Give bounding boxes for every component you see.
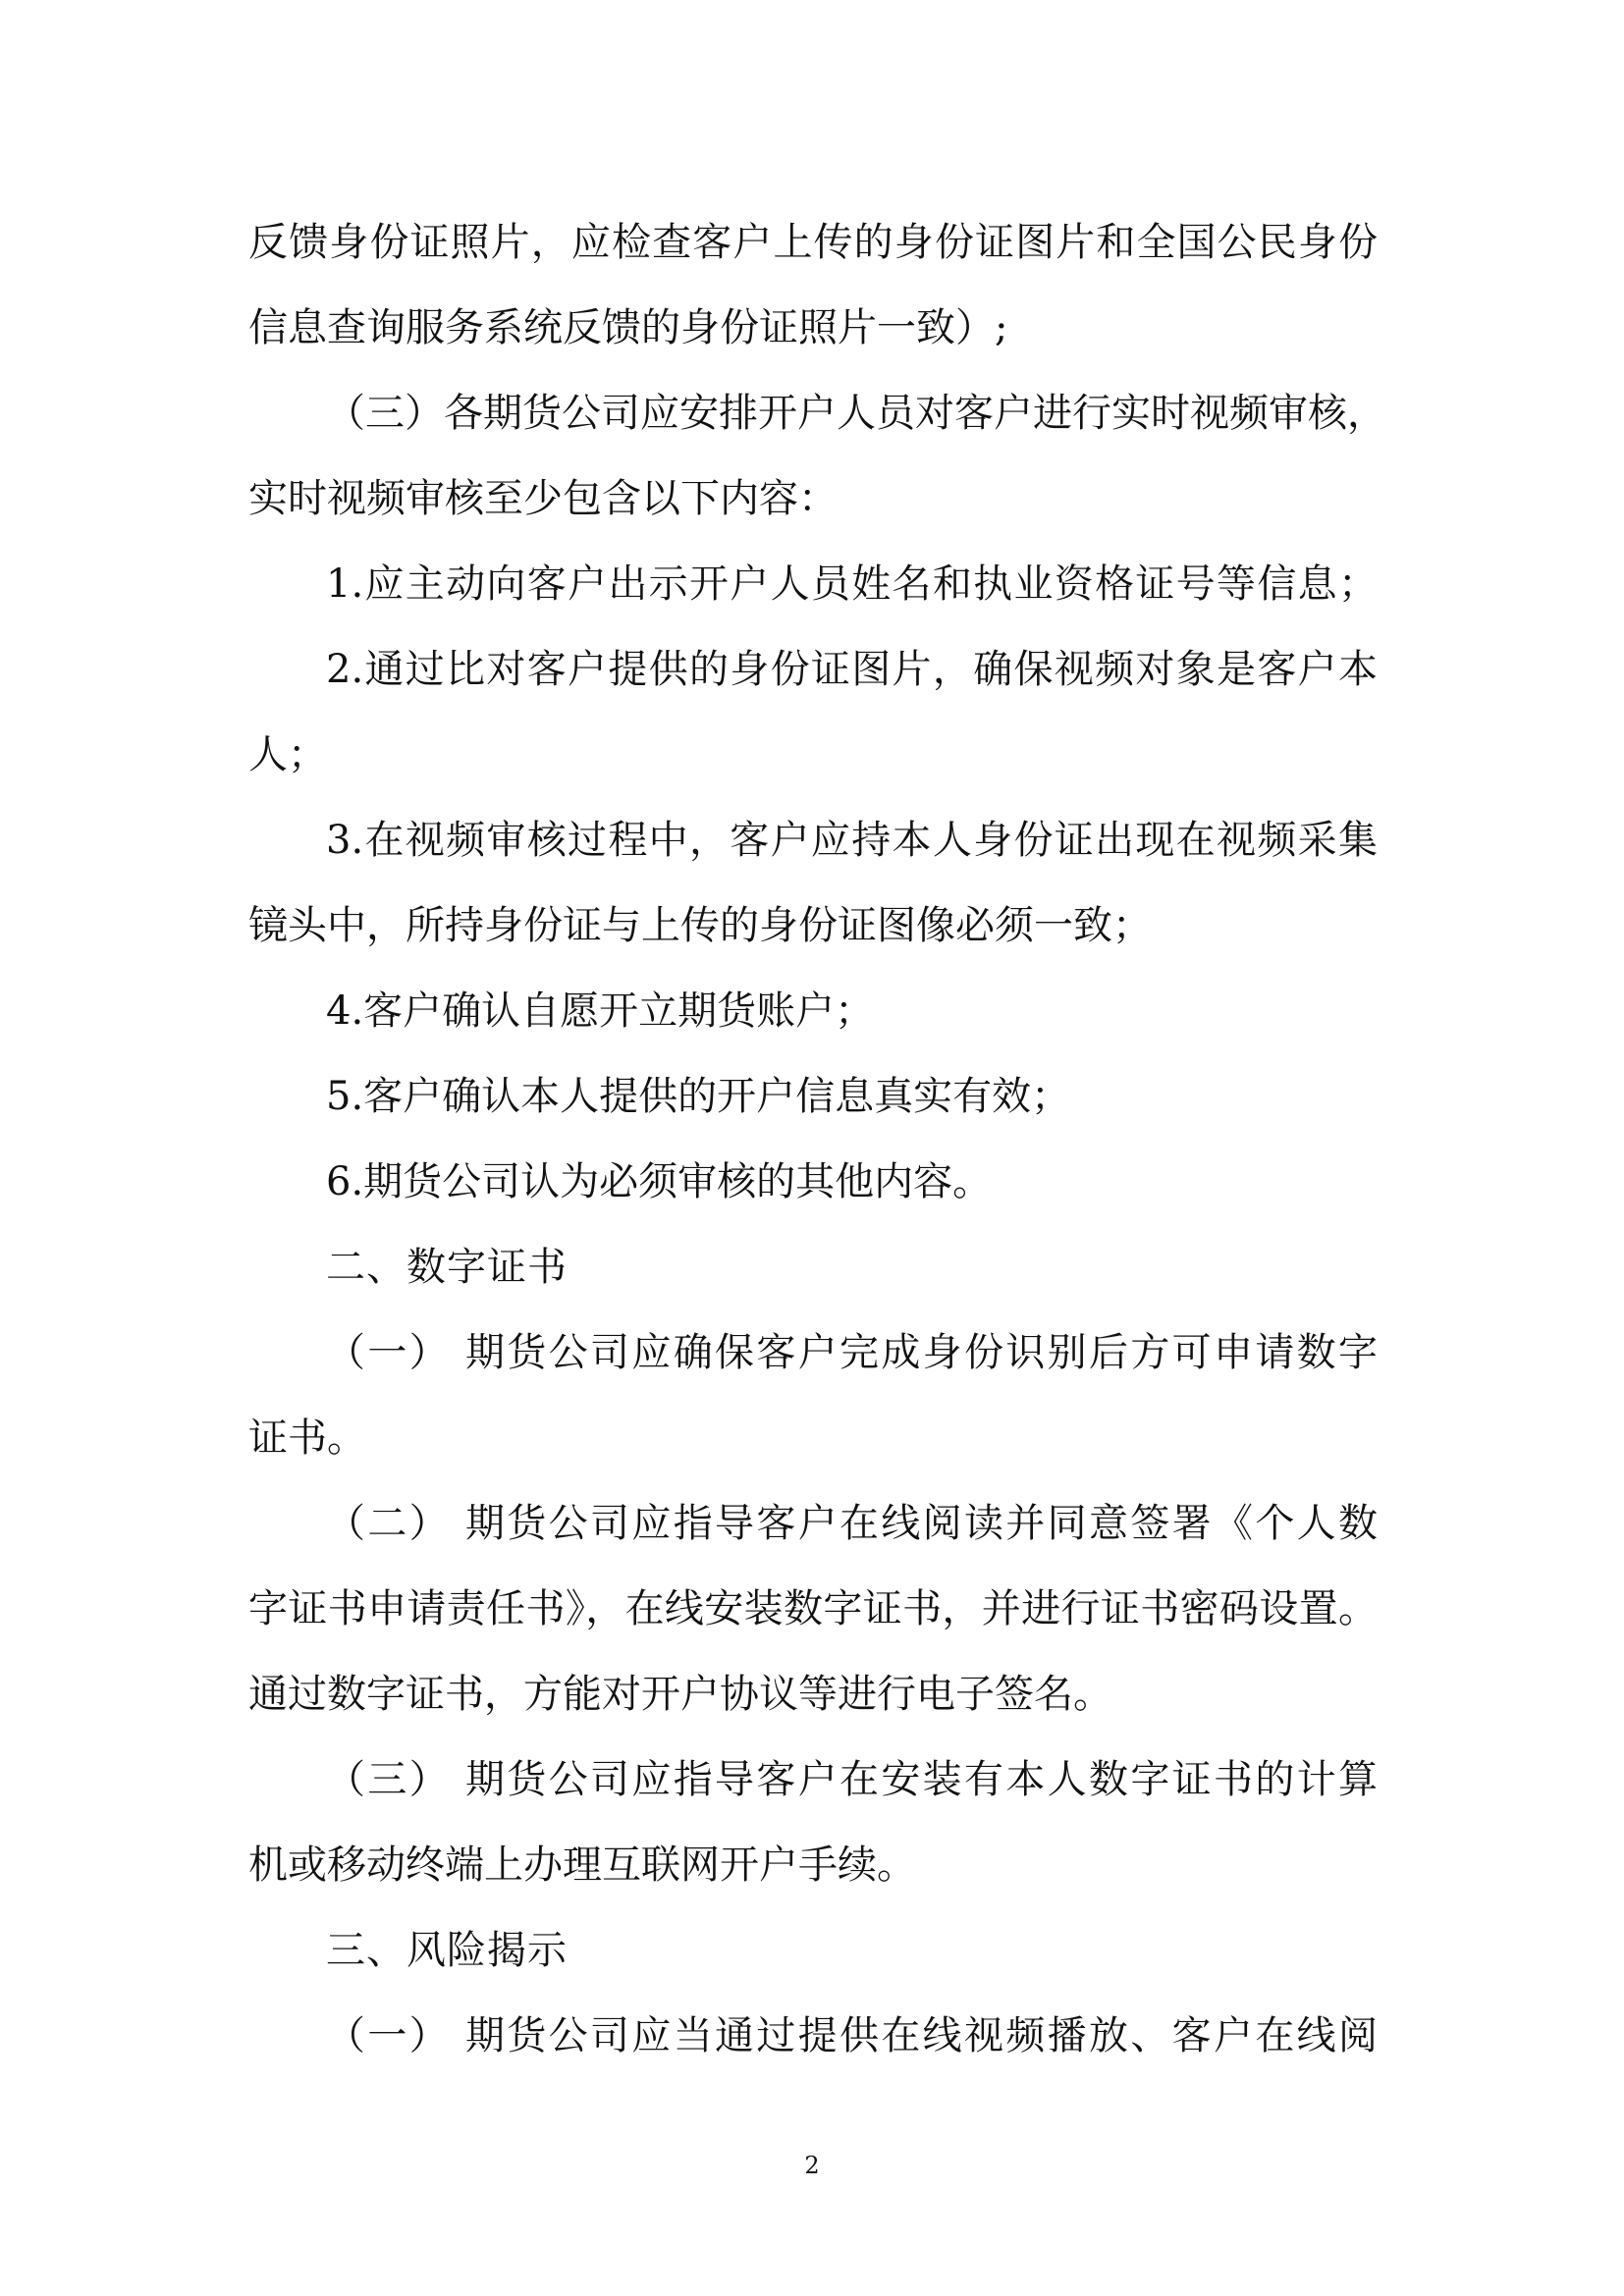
- text-line: 证书。: [248, 1415, 366, 1461]
- text-line: 实时视频审核至少包含以下内容：: [248, 476, 838, 521]
- text-line: 通过数字证书，方能对开户协议等进行电子签名。: [248, 1672, 1112, 1717]
- heading-text: 三、风险揭示: [326, 1928, 568, 1973]
- text-line: （一） 期货公司应当通过提供在线视频播放、客户在线阅: [326, 2013, 1378, 2058]
- text-line: （一） 期货公司应确保客户完成身份识别后方可申请数字: [326, 1330, 1378, 1375]
- text-line: 反馈身份证照片，应检查客户上传的身份证图片和全国公民身份: [248, 220, 1378, 265]
- page-number: 2: [804, 2152, 820, 2179]
- text-line: 信息查询服务系统反馈的身份证照片一致）;: [248, 305, 1008, 350]
- text-line: 4.客户确认自愿开立期货账户；: [326, 988, 875, 1034]
- text-line: 6.期货公司认为必须审核的其他内容。: [326, 1159, 993, 1204]
- text-line: 1.应主动向客户出示开户人员姓名和执业资格证号等信息；: [326, 561, 1378, 607]
- text-line: 2.通过比对客户提供的身份证图片，确保视频对象是客户本: [326, 647, 1378, 692]
- text-line: 字证书申请责任书》，在线安装数字证书，并进行证书密码设置。: [248, 1586, 1378, 1631]
- heading-text: 二、数字证书: [326, 1245, 568, 1290]
- text-line: 人；: [248, 732, 327, 777]
- text-line: （二） 期货公司应指导客户在线阅读并同意签署《个人数: [326, 1501, 1378, 1546]
- text-line: （三） 期货公司应指导客户在安装有本人数字证书的计算: [326, 1757, 1378, 1802]
- text-line: 3.在视频审核过程中，客户应持本人身份证出现在视频采集: [326, 818, 1378, 863]
- text-line: （三）各期货公司应安排开户人员对客户进行实时视频审核，: [326, 391, 1386, 436]
- text-line: 5.客户确认本人提供的开户信息真实有效；: [326, 1074, 1071, 1119]
- text-line: 机或移动终端上办理互联网开户手续。: [248, 1842, 916, 1888]
- text-line: 镜头中，所持身份证与上传的身份证图像必须一致；: [248, 903, 1152, 948]
